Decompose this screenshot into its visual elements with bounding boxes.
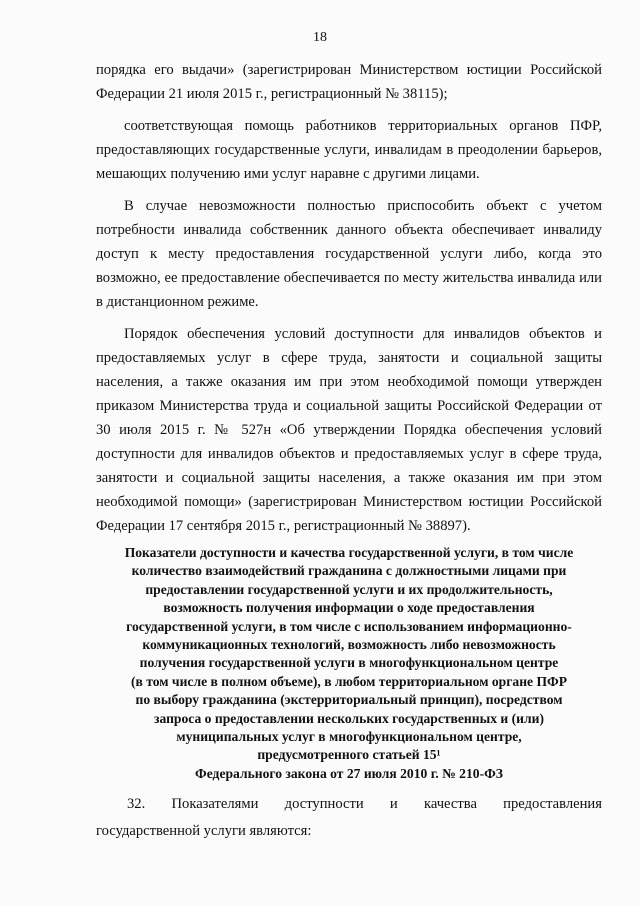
section-heading (96, 544, 602, 783)
heading-line: (в том числе в полном объеме), в любом территориальном органе ПФР (130, 673, 568, 689)
heading-line: предоставлении государственной услуги и их продолжительность, (145, 581, 553, 597)
clause-word: и (389, 796, 398, 812)
clause-word: качества (423, 796, 477, 812)
paragraph: В случае невозможности полностью приспособить объект с учетом потребности инвалида собственник данного объекта обеспечивает инвалиду доступ к месту предоставления государственной услуги либо, когда это возможно, ее предоставление обеспечивается по месту жительства инвалида или в дистанционном режиме. (96, 198, 602, 310)
clause-32-second-line: государственной услуги являются: (96, 823, 312, 839)
heading-line: количество взаимодействий гражданина с должностными лицами при (131, 563, 567, 579)
clause-word: доступности (284, 796, 364, 812)
heading-line: коммуникационных технологий, возможность либо невозможность (142, 637, 556, 653)
clause-number: 32. (127, 796, 146, 812)
heading-line: Федерального закона от 27 июля 2010 г. № 210-ФЗ (195, 765, 503, 781)
clause-word: предоставления (503, 796, 602, 812)
heading-line: получения государственной услуги в многофункциональном центре (139, 655, 559, 671)
paragraph: соответствующая помощь работников территориальных органов ПФР, предоставляющих государственные услуги, инвалидам в преодолении барьеров, мешающих получению ими услуг наравне с другими лицами. (96, 118, 602, 182)
heading-line: Показатели доступности и качества государственной услуги, в том числе (124, 545, 574, 560)
clause-32-first-line (96, 792, 602, 816)
body-text (96, 58, 602, 538)
paragraph: порядка его выдачи» (зарегистрирован Министерством юстиции Российской Федерации 21 июля 2015 г., регистрационный № 38115); (96, 62, 602, 102)
paragraph: Порядок обеспечения условий доступности для инвалидов объектов и предоставляемых услуг в сфере труда, занятости и социальной защиты населения, а также оказания им при этом необходимой помощи утвержден приказом Министерства труда и социальной защиты Российской Федерации от 30 июля 2015 г. № 527н «Об утверждении Порядка обеспечения условий доступности для инвалидов объектов и предоставляемых услуг в сфере труда, занятости и социальной защиты населения, а также оказания им при этом необходимой помощи» (зарегистрирован Министерством юстиции Российской Федерации 17 сентября 2015 г., регистрационный № 38897). (96, 326, 602, 534)
page-number: 18 (313, 30, 327, 45)
heading-line: муниципальных услуг в многофункциональном центре, (176, 729, 522, 745)
heading-line: по выбору гражданина (экстерриториальный принцип), посредством (135, 692, 563, 708)
heading-line: возможность получения информации о ходе предоставления (163, 600, 535, 616)
clause-word: Показателями (171, 796, 259, 812)
heading-line: запроса о предоставлении нескольких государственных и (или) (154, 710, 544, 726)
heading-line: государственной услуги, в том числе с использованием информационно- (126, 618, 572, 634)
heading-line: предусмотренного статьей 15¹ (257, 747, 441, 763)
clause-32 (96, 792, 602, 843)
